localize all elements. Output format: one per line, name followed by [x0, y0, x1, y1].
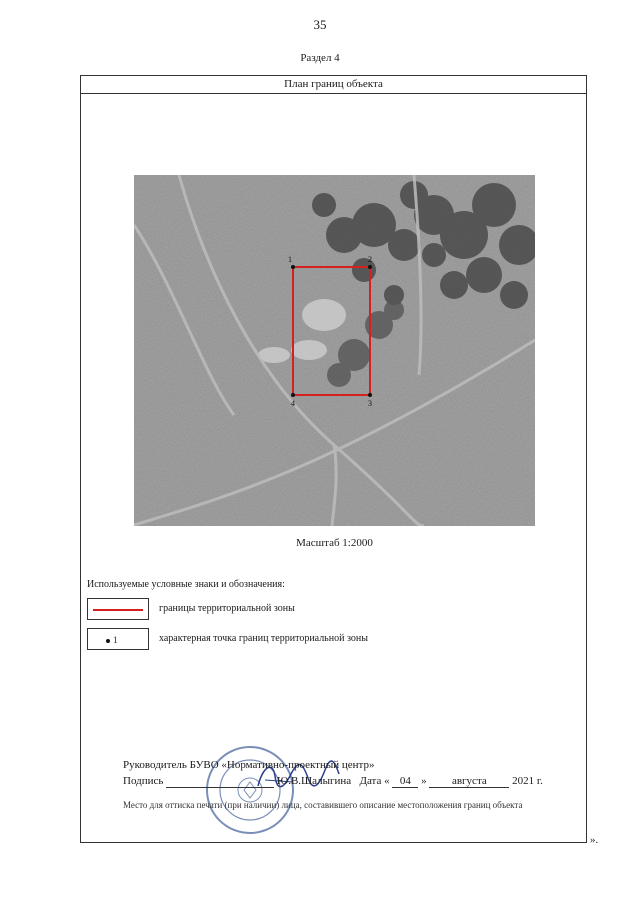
signer-name: Ю.В.Шалыгина [276, 775, 352, 787]
scale-label: Масштаб 1:2000 [296, 537, 373, 549]
signature-line [123, 775, 543, 788]
legend-line-symbol [87, 598, 149, 620]
boundary-point-3 [368, 393, 372, 397]
satellite-map [134, 175, 535, 526]
point-icon: 1 [106, 635, 118, 645]
section-label: Раздел 4 [300, 52, 340, 64]
sign-label: Подпись [123, 775, 164, 787]
point-label-2: 2 [368, 255, 372, 264]
document-frame [80, 75, 587, 843]
date-day: 04 [392, 775, 418, 788]
closing-mark: ». [590, 834, 599, 846]
boundary-point-2 [368, 265, 372, 269]
legend-text-boundary: границы территориальной зоны [159, 603, 295, 614]
legend-point-symbol [87, 628, 149, 650]
satellite-image [134, 175, 535, 526]
date-month: августа [429, 775, 509, 788]
boundary-point-4 [291, 393, 295, 397]
head-line: Руководитель БУВО «Нормативно-проектный центр» [123, 759, 375, 771]
legend-text-point: характерная точка границ территориальной зоны [159, 633, 368, 644]
stamp-note: Место для оттиска печати (при наличии) лица, составившего описание местоположения границ объекта [123, 800, 523, 810]
point-label-4: 4 [291, 399, 295, 408]
date-year: 2021 г. [512, 775, 543, 787]
boundary-point-1 [291, 265, 295, 269]
page-number: 35 [313, 17, 327, 32]
red-line-icon [93, 609, 143, 611]
point-label-3: 3 [368, 399, 372, 408]
signature-field [166, 775, 274, 788]
legend-title: Используемые условные знаки и обозначения: [87, 579, 285, 590]
point-label-1: 1 [288, 255, 292, 264]
frame-header: План границ объекта [81, 76, 586, 94]
date-mid: » [421, 775, 427, 787]
date-label: Дата « [359, 775, 390, 787]
